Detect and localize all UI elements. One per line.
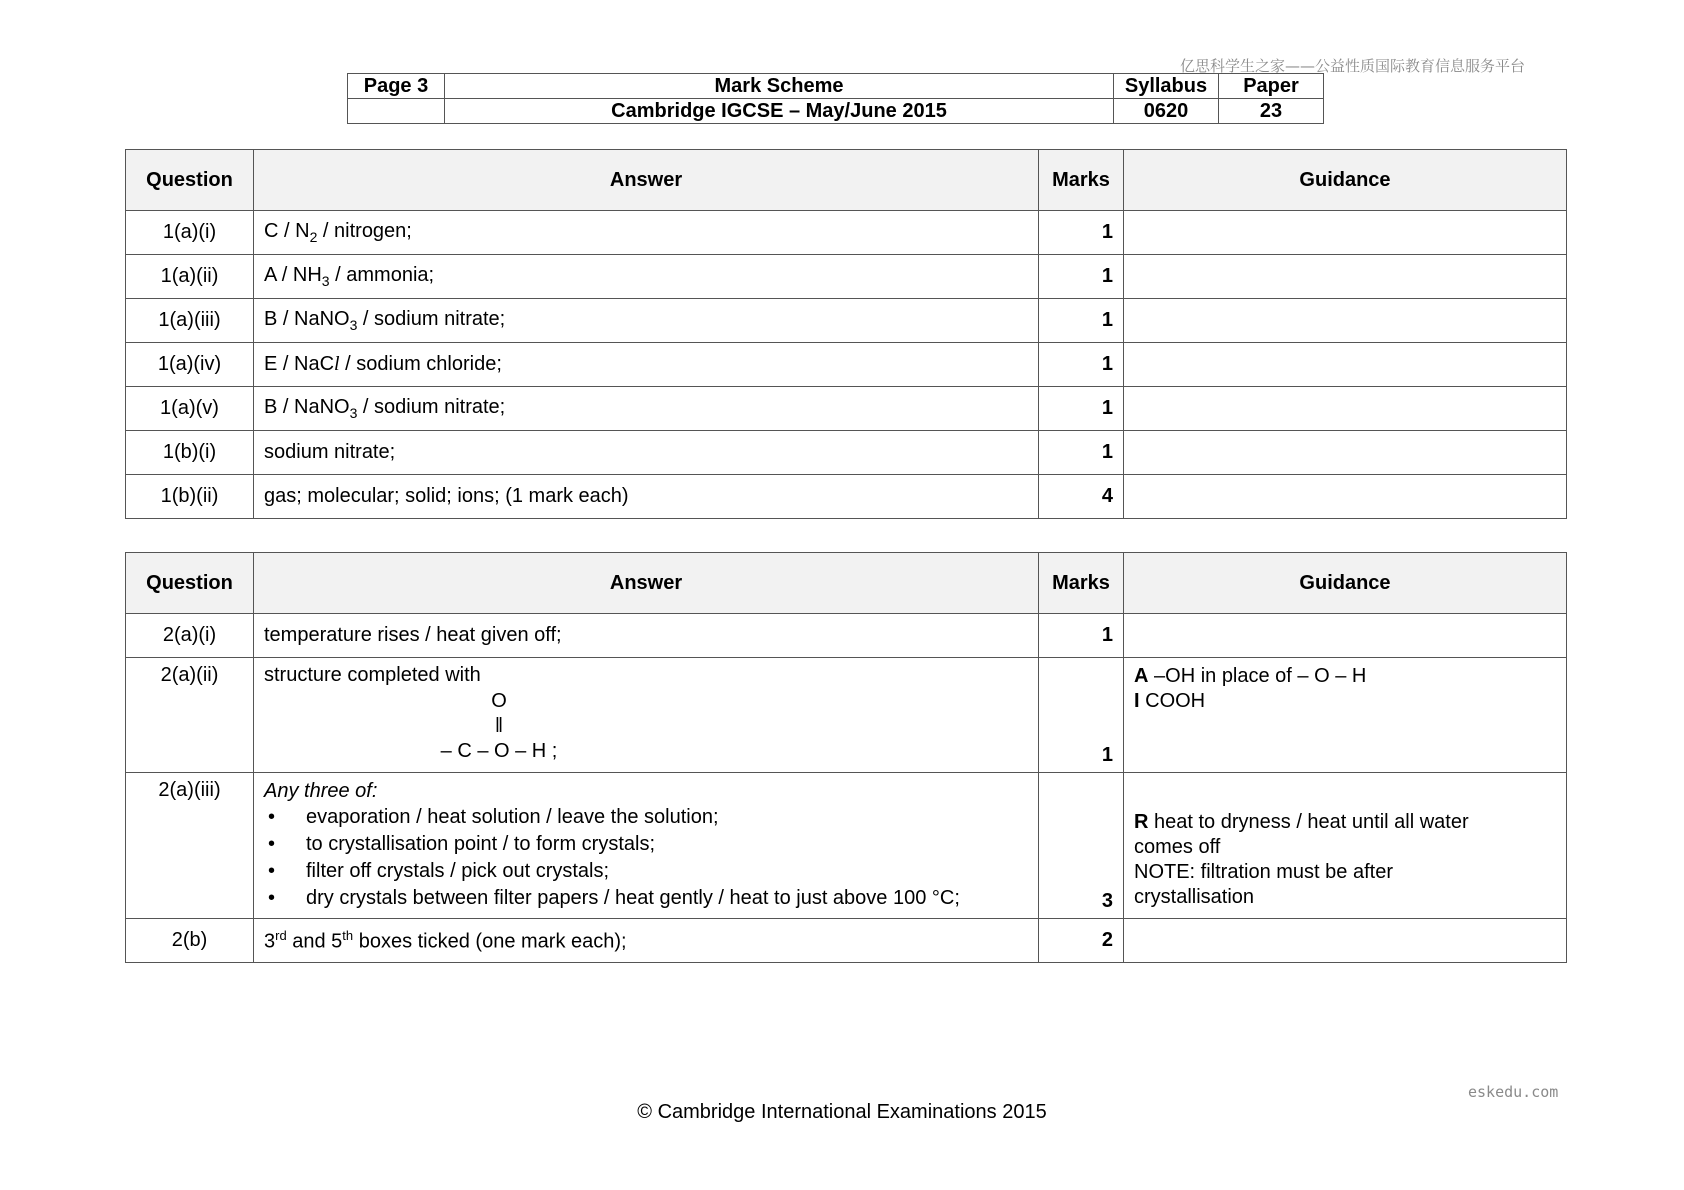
guidance-text xyxy=(1124,431,1567,475)
paper-label: Paper xyxy=(1219,74,1324,99)
answer-cell xyxy=(254,658,1039,773)
table-row xyxy=(126,387,1567,431)
structure-double-bond: ‖ xyxy=(494,715,504,737)
answer-text: temperature rises / heat given off; xyxy=(254,614,1039,658)
table-row xyxy=(126,343,1567,387)
answer-text: A / $NH_3$ / ammonia; xyxy=(254,255,1039,299)
question-number: 1(a)(v) xyxy=(126,387,254,431)
answer-text: structure completed with xyxy=(264,664,481,686)
question-number: 1(a)(i) xyxy=(126,211,254,255)
guidance-text xyxy=(1124,211,1567,255)
col-header-question: Question xyxy=(126,150,254,211)
list-item: • evaporation / heat solution / leave the solution; xyxy=(264,804,1028,831)
question-number: 1(a)(ii) xyxy=(126,255,254,299)
marks-value: 1 xyxy=(1039,614,1124,658)
page-header-table xyxy=(347,73,1324,124)
guidance-text xyxy=(1124,387,1567,431)
guidance-text xyxy=(1124,255,1567,299)
marks-value: 1 xyxy=(1039,299,1124,343)
table-row xyxy=(126,658,1567,773)
paper-number: 23 xyxy=(1219,99,1324,124)
table-row xyxy=(126,614,1567,658)
list-item: • to crystallisation point / to form crystals; xyxy=(264,831,1028,858)
syllabus-code: 0620 xyxy=(1114,99,1219,124)
question-number: 1(a)(iii) xyxy=(126,299,254,343)
marks-value: 1 xyxy=(1039,431,1124,475)
structure-oxygen: O xyxy=(491,690,507,712)
answer-cell xyxy=(254,773,1039,919)
col-header-answer: Answer xyxy=(254,150,1039,211)
marks-value: 1 xyxy=(1039,211,1124,255)
mark-scheme-table-q2 xyxy=(125,552,1567,963)
guidance-text xyxy=(1124,919,1567,963)
table-row xyxy=(126,211,1567,255)
marks-value: 4 xyxy=(1039,475,1124,519)
marks-value: 1 xyxy=(1039,343,1124,387)
watermark-bottom: eskedu.com xyxy=(1468,1083,1559,1101)
answer-text: E / NaCl / sodium chloride; xyxy=(254,343,1039,387)
guidance-line: I COOH xyxy=(1134,690,1206,712)
col-header-answer: Answer xyxy=(254,553,1039,614)
guidance-text xyxy=(1124,343,1567,387)
question-number: 1(b)(ii) xyxy=(126,475,254,519)
marks-value: 2 xyxy=(1039,919,1124,963)
table-row xyxy=(126,773,1567,919)
guidance-text xyxy=(1124,299,1567,343)
col-header-marks: Marks xyxy=(1039,553,1124,614)
answer-intro: Any three of: xyxy=(264,780,378,802)
col-header-guidance: Guidance xyxy=(1124,150,1567,211)
table-row xyxy=(126,255,1567,299)
col-header-marks: Marks xyxy=(1039,150,1124,211)
guidance-cell xyxy=(1124,658,1567,773)
list-item: • dry crystals between filter papers / heat gently / heat to just above 100 °C; xyxy=(264,885,1028,912)
empty-cell xyxy=(348,99,445,124)
question-number: 2(a)(ii) xyxy=(126,658,254,773)
guidance-line: crystallisation xyxy=(1134,886,1255,908)
answer-text: 3rd and 5th boxes ticked (one mark each); xyxy=(254,919,1039,963)
marks-value: 1 xyxy=(1039,255,1124,299)
answer-text: gas; molecular; solid; ions; (1 mark each) xyxy=(254,475,1039,519)
guidance-line: NOTE: filtration must be after xyxy=(1134,861,1393,883)
table-row xyxy=(126,431,1567,475)
marks-value: 3 xyxy=(1039,773,1124,919)
guidance-line: A –OH in place of – O – H xyxy=(1134,665,1367,687)
guidance-cell xyxy=(1124,773,1567,919)
exam-subtitle: Cambridge IGCSE – May/June 2015 xyxy=(445,99,1114,124)
answer-bullet-list xyxy=(264,804,1028,912)
guidance-text xyxy=(1124,614,1567,658)
list-item: • filter off crystals / pick out crystals; xyxy=(264,858,1028,885)
answer-text: B / NaNO$_3$ / sodium nitrate; xyxy=(254,299,1039,343)
question-number: 1(b)(i) xyxy=(126,431,254,475)
page-title: Mark Scheme xyxy=(445,74,1114,99)
marks-value: 1 xyxy=(1039,658,1124,773)
question-number: 2(a)(iii) xyxy=(126,773,254,919)
footer-copyright: © Cambridge International Examinations 2015 xyxy=(637,1101,1047,1123)
answer-text: C / $N_2$ / nitrogen; xyxy=(254,211,1039,255)
mark-scheme-table-q1 xyxy=(125,149,1567,519)
question-number: 1(a)(iv) xyxy=(126,343,254,387)
guidance-text xyxy=(1124,475,1567,519)
structure-chain: – C – O – H ; xyxy=(440,740,558,762)
syllabus-label: Syllabus xyxy=(1114,74,1219,99)
carboxyl-structure xyxy=(264,689,734,764)
question-number: 2(a)(i) xyxy=(126,614,254,658)
table-row xyxy=(126,475,1567,519)
page-number: Page 3 xyxy=(348,74,445,99)
col-header-question: Question xyxy=(126,553,254,614)
answer-text: B / NaNO$_3$ / sodium nitrate; xyxy=(254,387,1039,431)
guidance-line: R heat to dryness / heat until all water xyxy=(1134,811,1469,833)
marks-value: 1 xyxy=(1039,387,1124,431)
answer-text: sodium nitrate; xyxy=(254,431,1039,475)
table-row xyxy=(126,919,1567,963)
col-header-guidance: Guidance xyxy=(1124,553,1567,614)
guidance-line: comes off xyxy=(1134,836,1221,858)
watermark-top: 亿思科学生之家——公益性质国际教育信息服务平台 xyxy=(1180,57,1526,75)
question-number: 2(b) xyxy=(126,919,254,963)
table-row xyxy=(126,299,1567,343)
